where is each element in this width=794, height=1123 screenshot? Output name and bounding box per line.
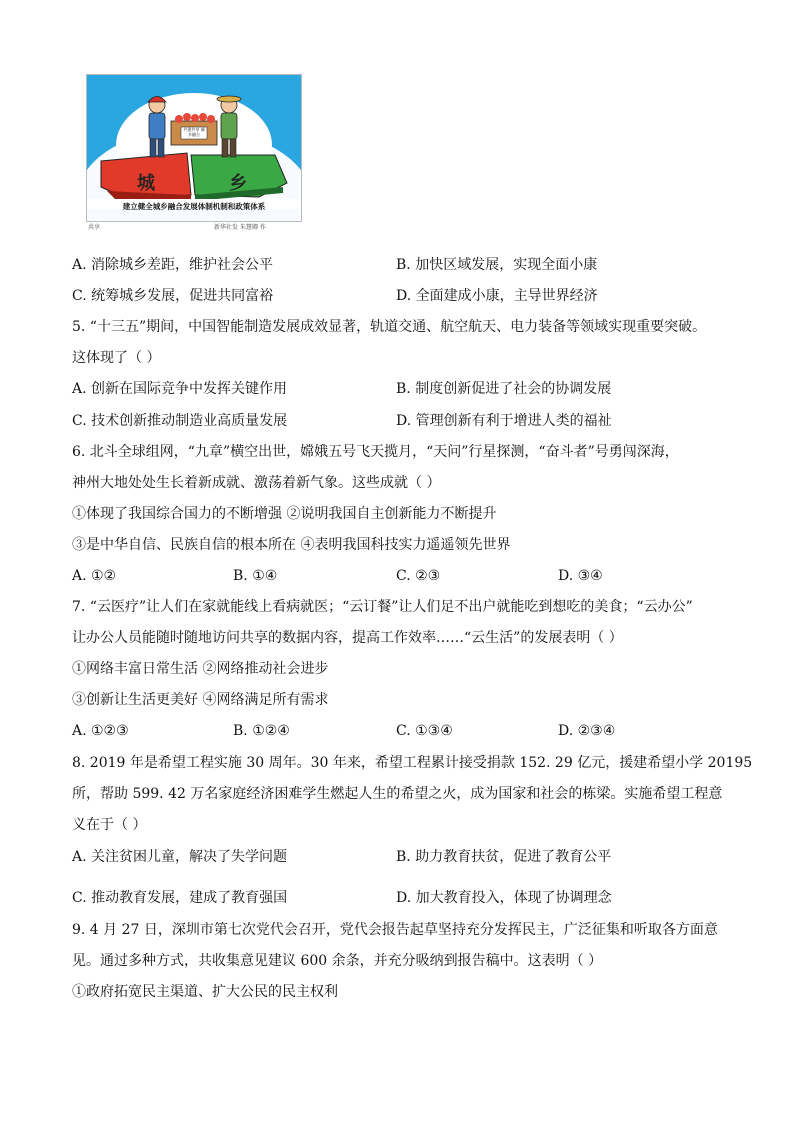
- q7-stem-line2: 让办公人员能随时随地访问共享的数据内容，提高工作效率……“云生活”的发展表明（ ）: [72, 630, 623, 646]
- cartoon-credit-left: 共享: [88, 224, 101, 231]
- q7-option-c: C. ①③④: [396, 723, 453, 739]
- q6-option-a: A. ①②: [72, 568, 117, 584]
- q6-stem-line1: 6. 北斗全球组网，“九章”横空出世，嫦娥五号飞天揽月，“天问”行星探测，“奋斗者”号勇闯深海，: [72, 444, 679, 460]
- q6-statements-2: ③是中华自信、民族自信的根本所在 ④表明我国科技实力遥遥领先世界: [72, 537, 511, 553]
- q9-stem-line1: 9. 4 月 27 日，深圳市第七次党代会召开，党代会报告起草坚持充分发挥民主，广泛征集和听取各方面意: [72, 922, 718, 938]
- q7-option-b: B. ①②④: [233, 723, 290, 739]
- q5-stem-line1: 5. “十三五”期间，中国智能制造发展成效显著，轨道交通、航空航天、电力装备等领域实现重要突破。: [72, 319, 707, 335]
- q6-statements-1: ①体现了我国综合国力的不断增强 ②说明我国自主创新能力不断提升: [72, 506, 497, 522]
- q5-option-d: D. 管理创新有利于增进人类的福祉: [396, 413, 612, 429]
- q7-option-d: D. ②③④: [558, 723, 616, 739]
- q4-option-a: A. 消除城乡差距，维护社会公平: [72, 257, 274, 273]
- q8-stem-line2: 所，帮助 599. 42 万名家庭经济困难学生燃起人生的希望之火，成为国家和社会的栋梁。实施希望工程意: [72, 786, 723, 802]
- q6-option-b: B. ①④: [233, 568, 278, 584]
- q7-statements-2: ③创新让生活更美好 ④网络满足所有需求: [72, 692, 329, 708]
- q8-stem-line3: 义在于（ ）: [72, 817, 147, 833]
- q8-option-b: B. 助力教育扶贫，促进了教育公平: [396, 849, 612, 865]
- q4-option-d: D. 全面建成小康，主导世界经济: [396, 288, 598, 304]
- puzzle-label-city: 城: [137, 173, 155, 194]
- q6-option-d: D. ③④: [558, 568, 603, 584]
- cartoon-credit-right: 新华社发 朱慧卿 作: [214, 224, 266, 231]
- q7-option-a: A. ①②③: [72, 723, 129, 739]
- cartoon-banner: 建立健全城乡融合发展体制机制和政策体系: [122, 202, 266, 211]
- q9-statements-1: ①政府拓宽民主渠道、扩大公民的民主权利: [72, 984, 338, 1000]
- q7-statements-1: ①网络丰富日常生活 ②网络推动社会进步: [72, 661, 329, 677]
- q7-stem-line1: 7. “云医疗”让人们在家就能线上看病就医；“云订餐”让人们足不出户就能吃到想吃的美食；“云办公”: [72, 599, 693, 615]
- puzzle-label-country: 乡: [229, 173, 247, 194]
- q5-stem-line2: 这体现了（ ）: [72, 350, 161, 366]
- q5-option-b: B. 制度创新促进了社会的协调发展: [396, 381, 612, 397]
- cartoon-illustration: [87, 75, 301, 221]
- q8-stem-line1: 8. 2019 年是希望工程实施 30 周年。30 年来，希望工程累计接受捐款 152. 29 亿元，援建希望小学 20195: [72, 755, 753, 771]
- q9-stem-line2: 见。通过多种方式，共收集意见建议 600 余条，并充分吸纳到报告稿中。这表明（ ）: [72, 953, 603, 969]
- q5-option-a: A. 创新在国际竞争中发挥关键作用: [72, 381, 288, 397]
- q5-option-c: C. 技术创新推动制造业高质量发展: [72, 413, 288, 429]
- q8-option-d: D. 加大教育投入，体现了协调理念: [396, 890, 612, 906]
- cartoon-frame: [86, 74, 302, 222]
- q6-stem-line2: 神州大地处处生长着新成就、激荡着新气象。这些成就（ ）: [72, 475, 441, 491]
- q4-option-b: B. 加快区域发展，实现全面小康: [396, 257, 598, 273]
- q8-option-c: C. 推动教育发展，建成了教育强国: [72, 890, 288, 906]
- q4-option-c: C. 统筹城乡发展，促进共同富裕: [72, 288, 274, 304]
- q8-option-a: A. 关注贫困儿童，解决了失学问题: [72, 849, 288, 865]
- crate-label: 共建共享 城乡融合: [183, 127, 205, 137]
- q6-option-c: C. ②③: [396, 568, 441, 584]
- cartoon-figure: [86, 74, 300, 232]
